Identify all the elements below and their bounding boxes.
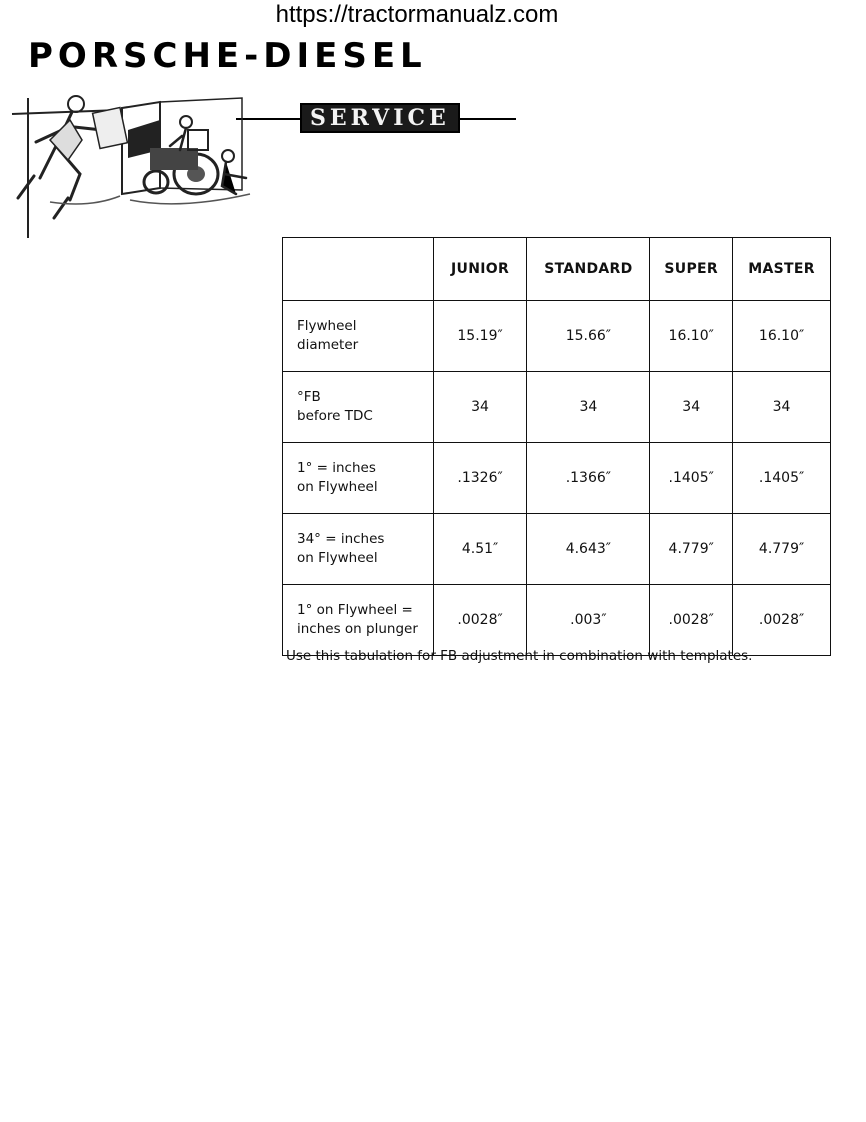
table-cell: .0028″	[733, 585, 831, 656]
timing-spec-table	[282, 237, 831, 656]
table-cell: .003″	[527, 585, 650, 656]
row-label	[283, 443, 434, 514]
table-cell: 4.779″	[733, 514, 831, 585]
table-cell: 4.779″	[650, 514, 733, 585]
source-url: https://tractormanualz.com	[275, 1, 559, 28]
table-row	[283, 585, 831, 656]
row-label-line: 1° on Flywheel =	[297, 602, 413, 618]
row-label-line: before TDC	[297, 408, 373, 424]
table-row	[283, 514, 831, 585]
table-cell: .0028″	[433, 585, 527, 656]
service-badge	[300, 103, 460, 133]
header-standard: STANDARD	[527, 238, 650, 301]
row-label	[283, 301, 434, 372]
row-label	[283, 372, 434, 443]
header-super: SUPER	[650, 238, 733, 301]
table-cell: .1326″	[433, 443, 527, 514]
row-label-line: diameter	[297, 337, 359, 353]
table-cell: 34	[733, 372, 831, 443]
header-junior: JUNIOR	[433, 238, 527, 301]
service-label: SERVICE	[310, 105, 450, 131]
table-header-row	[283, 238, 831, 301]
header-empty-cell	[283, 238, 434, 301]
table-row	[283, 372, 831, 443]
table-cell: 15.19″	[433, 301, 527, 372]
table-row	[283, 443, 831, 514]
row-label-line: on Flywheel	[297, 550, 378, 566]
table-cell: .1366″	[527, 443, 650, 514]
row-label-line: on Flywheel	[297, 479, 378, 495]
table-cell: .1405″	[650, 443, 733, 514]
table-row	[283, 301, 831, 372]
table-cell: 16.10″	[733, 301, 831, 372]
row-label-line: °FB	[297, 389, 321, 405]
row-label	[283, 585, 434, 656]
table-caption: Use this tabulation for FB adjustment in combination with templates.	[286, 648, 753, 664]
table-cell: .1405″	[733, 443, 831, 514]
row-label-line: Flywheel	[297, 318, 357, 334]
header-master: MASTER	[733, 238, 831, 301]
row-label-line: 1° = inches	[297, 460, 376, 476]
service-banner	[236, 100, 516, 136]
row-label-line: inches on plunger	[297, 621, 418, 637]
table-cell: 34	[650, 372, 733, 443]
row-label	[283, 514, 434, 585]
table-cell: 4.51″	[433, 514, 527, 585]
row-label-line: 34° = inches	[297, 531, 385, 547]
mechanic-tractor-illustration	[10, 90, 270, 240]
brand-logo-text: PORSCHE-DIESEL	[28, 36, 427, 76]
table-cell: 4.643″	[527, 514, 650, 585]
table-cell: .0028″	[650, 585, 733, 656]
table-cell: 34	[527, 372, 650, 443]
table-cell: 15.66″	[527, 301, 650, 372]
table-cell: 16.10″	[650, 301, 733, 372]
table-cell: 34	[433, 372, 527, 443]
